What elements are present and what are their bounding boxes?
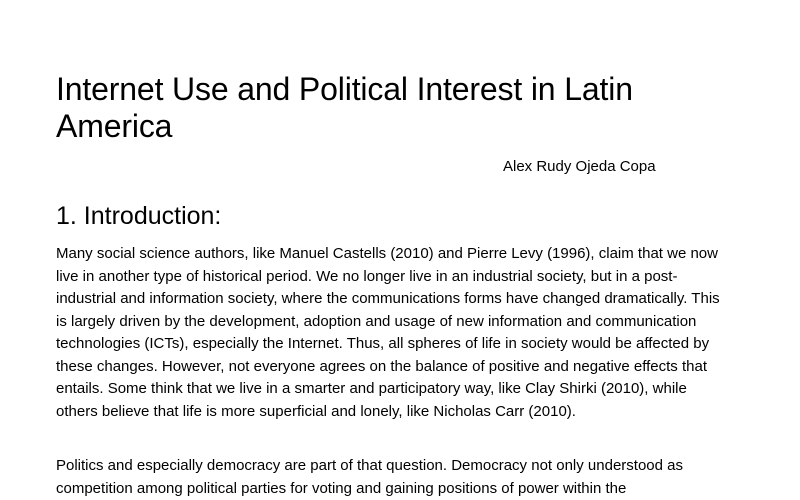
document-page [56,0,720,500]
page-title: Internet Use and Political Interest in Latin America [56,71,633,144]
section-heading: 1. Introduction: [56,202,222,230]
body-paragraph: Many social science authors, like Manuel Castells (2010) and Pierre Levy (1996), claim that we now live in another type of historical period. We no longer live in an industrial society, but in a post-industrial and information society, where the communications forms have changed dramatically. This is largely driven by the development, adoption and usage of new information and communication technologies (ICTs), especially the Internet. Thus, all spheres of life in society would be affected by these changes. However, not everyone agrees on the balance of positive and negative effects that entails. Some think that we live in a smarter and participatory way, like Clay Shirki (2010), while others believe that life is more superficial and lonely, like Nicholas Carr (2010). [56,245,720,420]
author-name: Alex Rudy Ojeda Copa [503,158,656,175]
body-paragraph: Politics and especially democracy are part of that question. Democracy not only understood as competition among political parties for voting and gaining positions of power within the [56,457,683,497]
